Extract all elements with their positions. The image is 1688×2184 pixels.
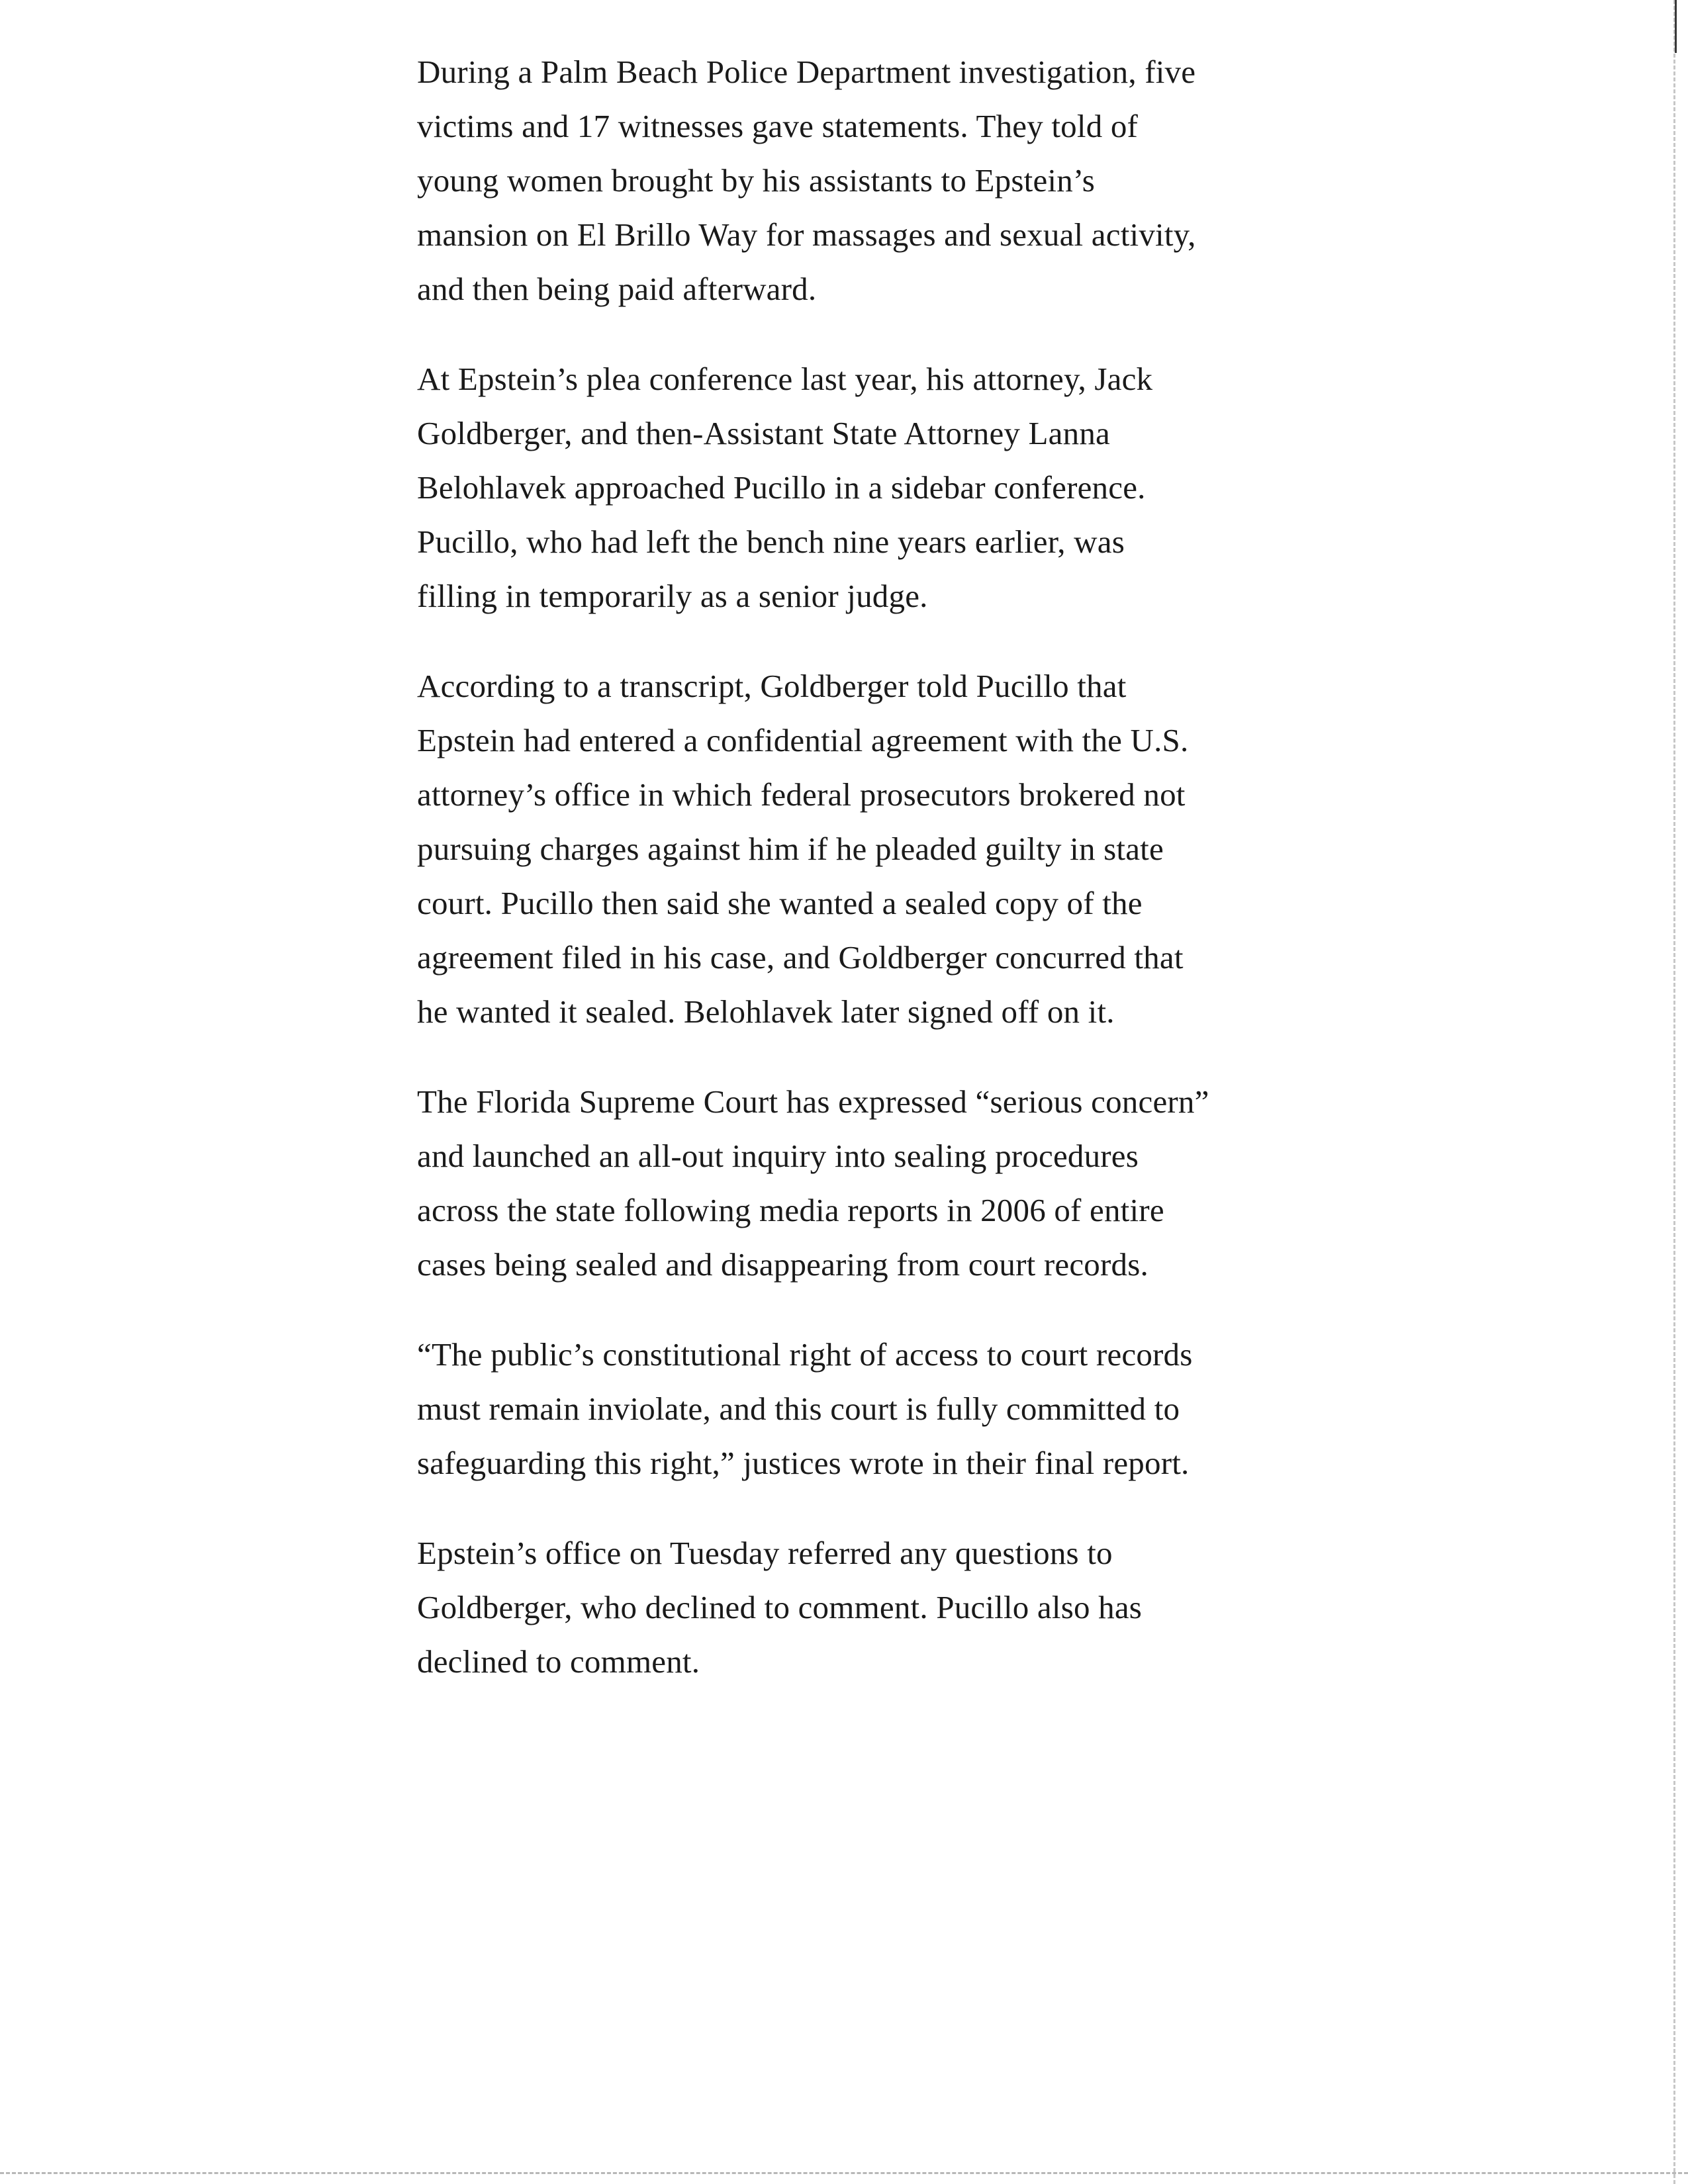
paragraph-quote: “The public’s constitutional right of access to court records must remain inviolate, and this court is fully committed to safeguarding this right,” justices wrote in their final report. <box>417 1336 1193 1481</box>
paragraph-declined-comment: Epstein’s office on Tuesday referred any questions to Goldberger, who declined to comment. Pucillo also has declined to comment. <box>417 1535 1143 1680</box>
scan-edge-right-mark <box>1675 0 1677 53</box>
paragraph-police-investigation: During a Palm Beach Police Department investigation, five victims and 17 witnesses gave statements. They told of young women brought by his assistants to Epstein’s mansion on El Brillo Way for massages and sexual activity, and then being paid afterward. <box>417 54 1196 307</box>
paragraph-plea-conference: At Epstein’s plea conference last year, his attorney, Jack Goldberger, and then-Assistant State Attorney Lanna Belohlavek approached Pucillo in a sidebar conference. Pucillo, who had left the bench nine years earlier, was filling in temporarily as a senior judge. <box>417 361 1153 614</box>
paragraph-supreme-court: The Florida Supreme Court has expressed “serious concern” and launched an all-out inquiry into sealing procedures across the state following media reports in 2006 of entire cases being sealed and disappearing from court records. <box>417 1083 1209 1283</box>
scan-edge-bottom <box>0 2172 1688 2174</box>
article-body <box>417 45 1291 1725</box>
scan-edge-right <box>1673 0 1675 2184</box>
paragraph-transcript: According to a transcript, Goldberger told Pucillo that Epstein had entered a confidential agreement with the U.S. attorney’s office in which federal prosecutors brokered not pursuing charges against him if he pleaded guilty in state court. Pucillo then said she wanted a sealed copy of the agreement filed in his case, and Goldberger concurred that he wanted it sealed. Belohlavek later signed off on it. <box>417 668 1189 1030</box>
